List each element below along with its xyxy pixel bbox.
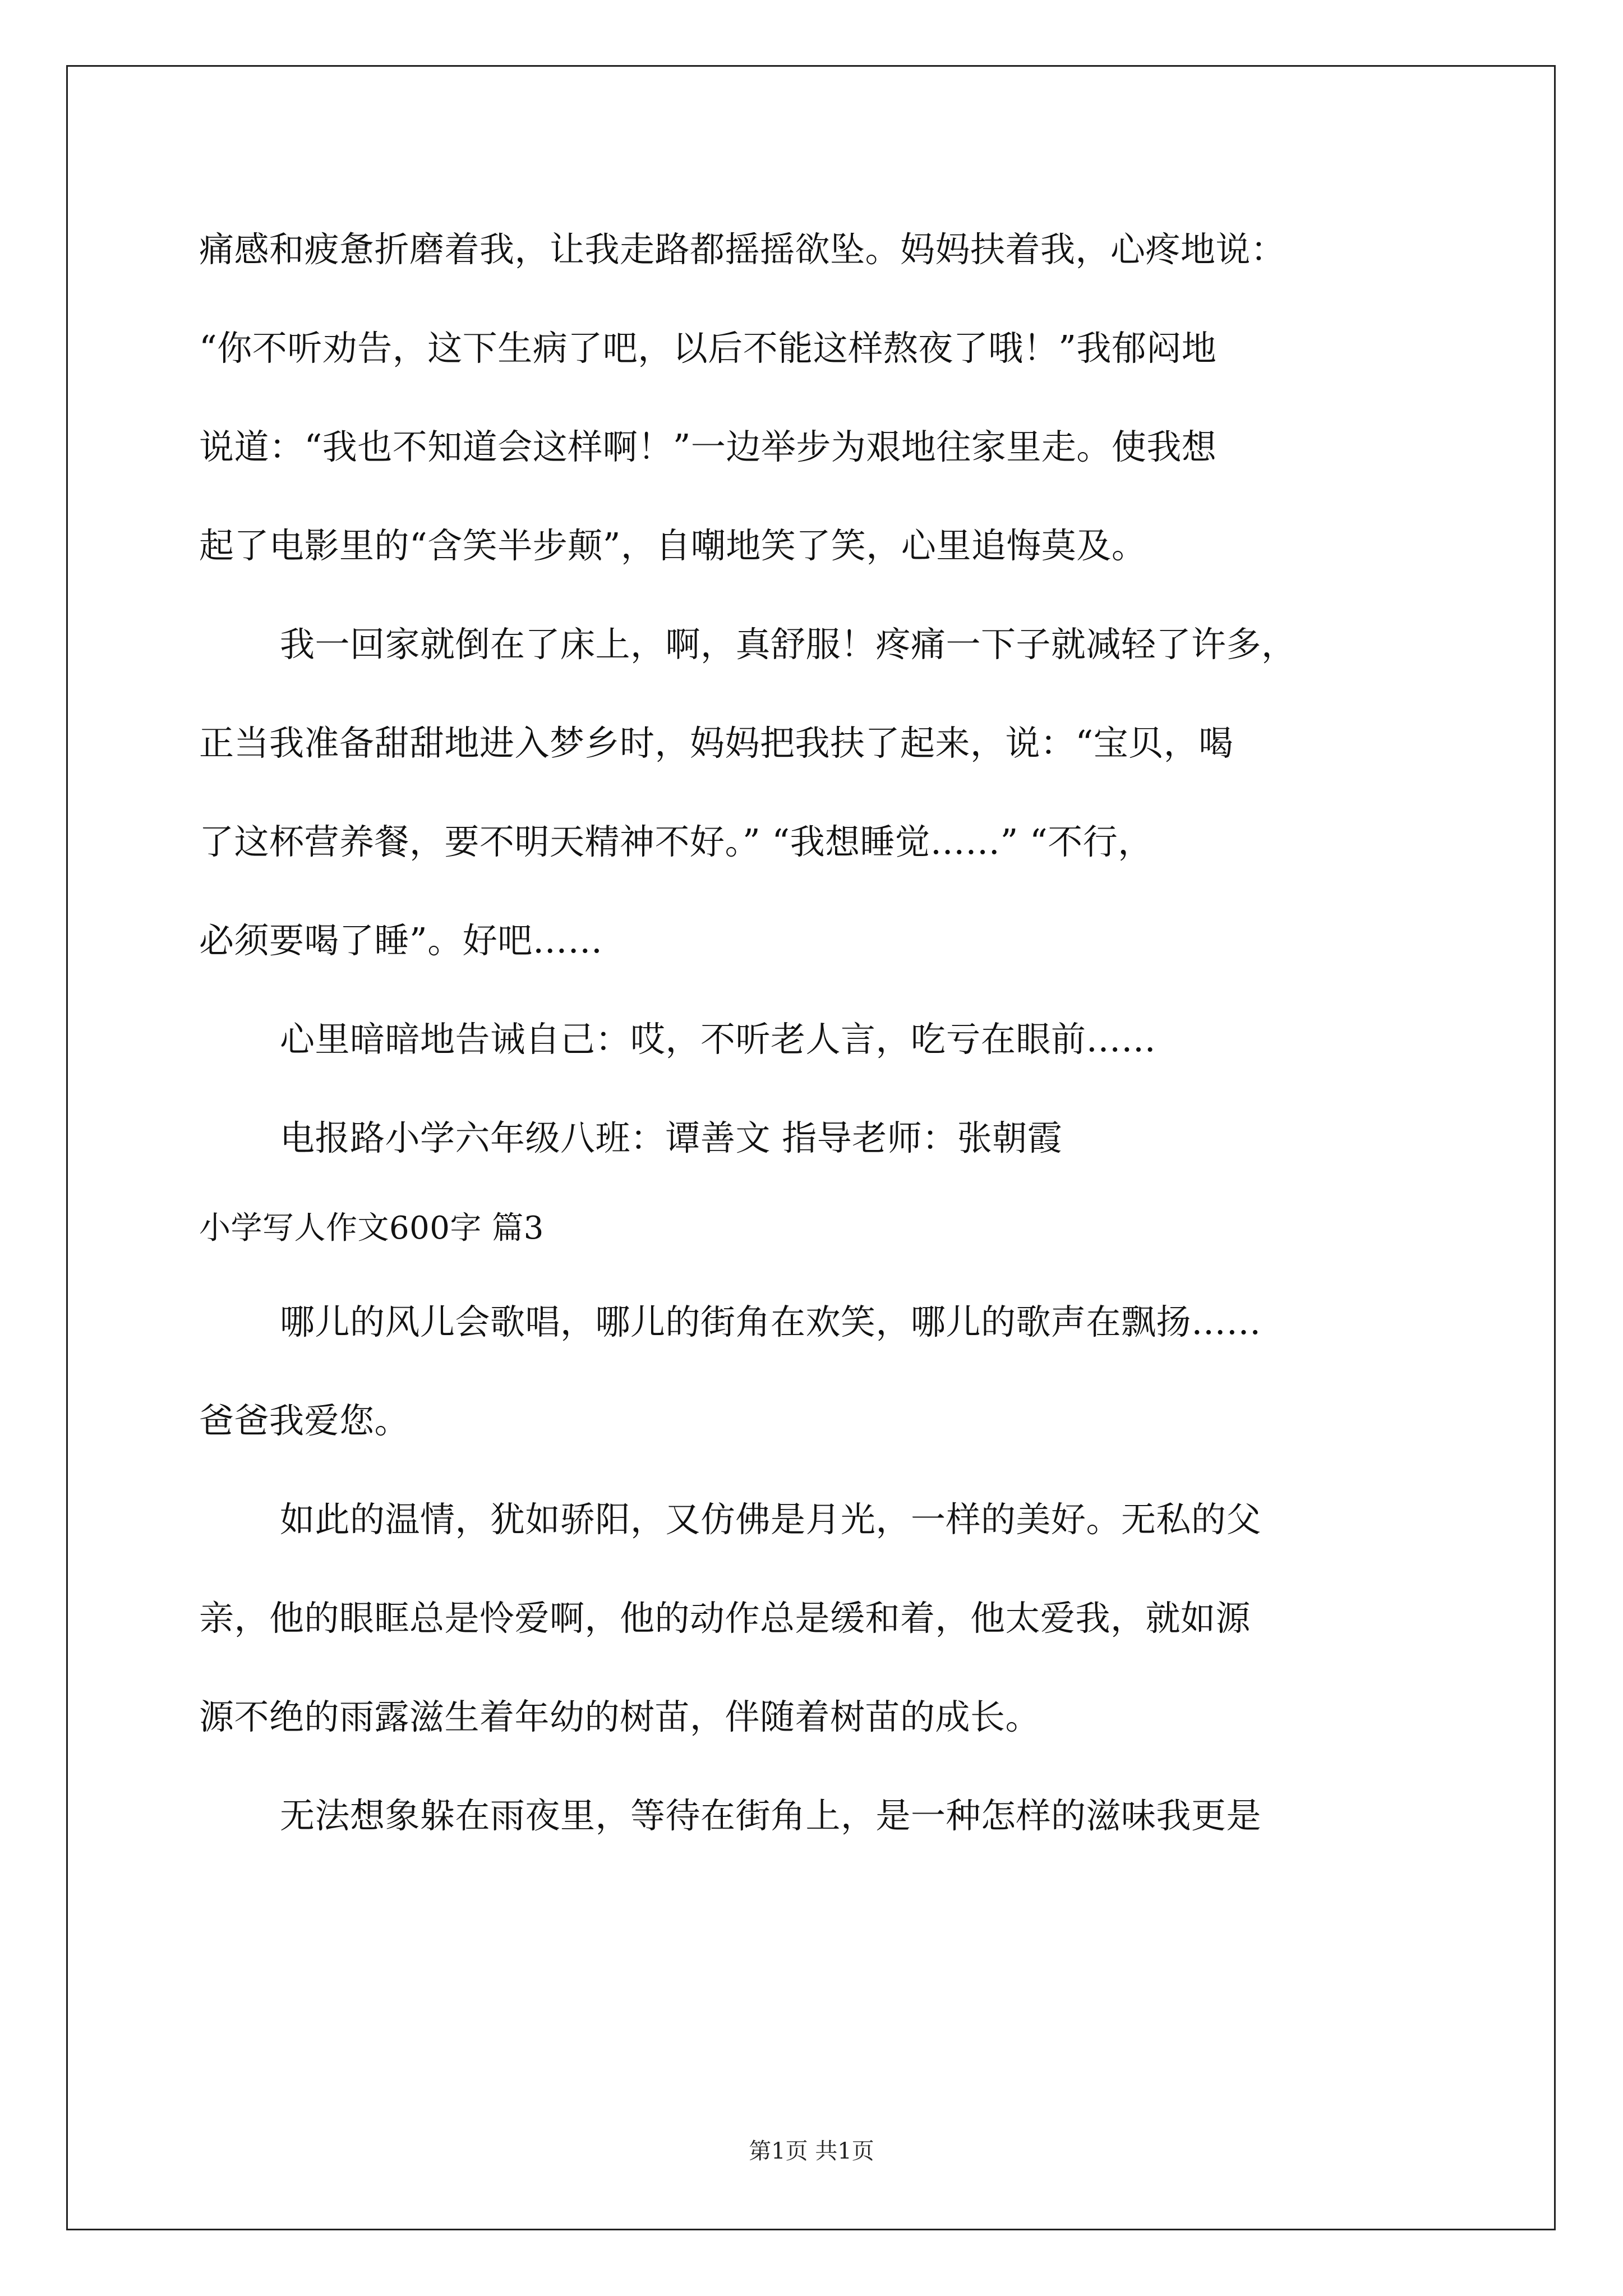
paragraph-start-line: 无法想象躲在雨夜里，等待在街角上，是一种怎样的滋味我更是 (280, 1795, 1262, 1836)
text-line: 正当我准备甜甜地进入梦乡时，妈妈把我扶了起来，说：“宝贝，喝 (199, 723, 1234, 763)
text-line: “你不听劝告，这下生病了吧，以后不能这样熬夜了哦！”我郁闷地 (199, 328, 1217, 369)
text-line: 源不绝的雨露滋生着年幼的树苗，伴随着树苗的成长。 (199, 1696, 1041, 1737)
text-line: 起了电影里的“含笑半步颠”，自嘲地笑了笑，心里追悔莫及。 (199, 525, 1147, 566)
paragraph-start-line: 如此的温情，犹如骄阳，又仿佛是月光，一样的美好。无私的父 (280, 1499, 1262, 1540)
page-number: 第1页 共1页 (749, 2138, 874, 2164)
text-line: 说道：“我也不知道会这样啊！”一边举步为艰地往家里走。使我想 (199, 426, 1217, 467)
text-line: 必须要喝了睡”。好吧…… (199, 920, 603, 961)
text-line: 爸爸我爱您。 (199, 1400, 410, 1441)
text-line: 亲，他的眼眶总是怜爱啊，他的动作总是缓和着，他太爱我，就如源 (199, 1598, 1251, 1639)
author-credit: 电报路小学六年级八班：谭善文 指导老师：张朝霞 (280, 1117, 1063, 1158)
text-line: 了这杯营养餐，要不明天精神不好。” “我想睡觉……” “不行， (199, 821, 1153, 862)
paragraph-start-line: 心里暗暗地告诫自己：哎，不听老人言，吃亏在眼前…… (280, 1019, 1156, 1060)
text-line: 痛感和疲惫折磨着我，让我走路都摇摇欲坠。妈妈扶着我，心疼地说： (199, 229, 1286, 270)
paragraph-start-line: 我一回家就倒在了床上，啊，真舒服！疼痛一下子就减轻了许多， (280, 624, 1297, 665)
paragraph-start-line: 哪儿的风儿会歌唱，哪儿的街角在欢笑，哪儿的歌声在飘扬…… (280, 1301, 1262, 1342)
section-heading: 小学写人作文600字 篇3 (199, 1210, 544, 1246)
